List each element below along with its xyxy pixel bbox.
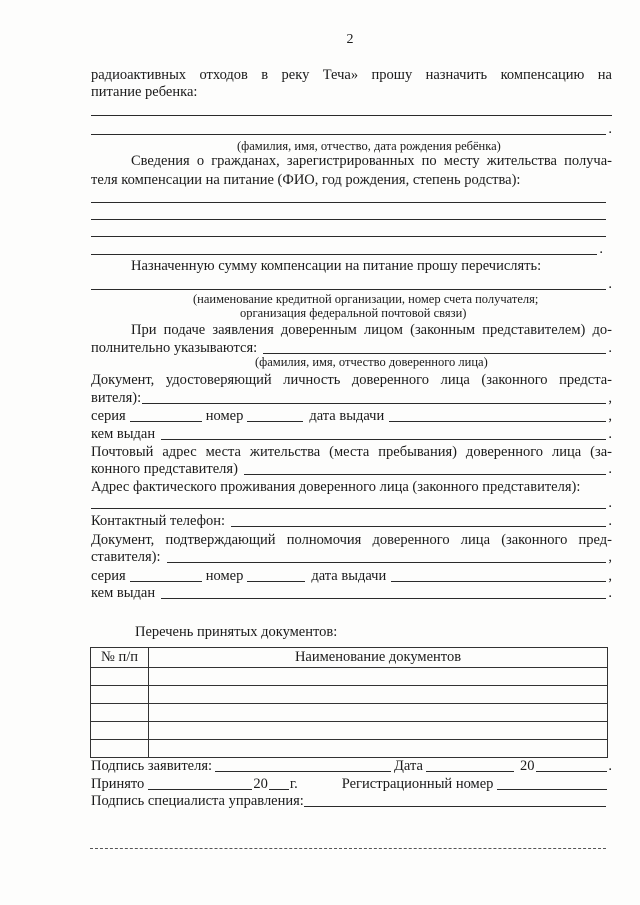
residents-line-2: теля компенсации на питание (ФИО, год рождения, степень родства): bbox=[91, 172, 521, 188]
table-row bbox=[91, 740, 608, 758]
period: . bbox=[608, 495, 612, 511]
specialist-signature-label: Подпись специалиста управления: bbox=[91, 793, 304, 809]
transfer-line-1: Назначенную сумму компенсации на питание прошу перечислять: bbox=[131, 258, 542, 274]
postal-address-line-1: Почтовый адрес места жительства (места пребывания) доверенного лица (за- bbox=[91, 444, 612, 460]
blank-line bbox=[91, 188, 606, 203]
authority-document-issued-by-row bbox=[91, 584, 612, 602]
applicant-signature-row bbox=[91, 757, 612, 775]
table-cell-document-name bbox=[149, 668, 608, 686]
accepted-row bbox=[91, 775, 607, 793]
table-cell-number bbox=[91, 686, 149, 704]
id-document-line-1: Документ, удостоверяющий личность доверенного лица (законного предста- bbox=[91, 372, 612, 388]
table-cell-number bbox=[91, 668, 149, 686]
representative-label: полнительно указываются: bbox=[91, 340, 258, 356]
documents-table bbox=[90, 647, 608, 758]
transfer-caption-2: организация федеральной почтовой связи) bbox=[240, 306, 467, 320]
table-cell-number bbox=[91, 722, 149, 740]
actual-address-line: Адрес фактического проживания доверенного лица (законного представителя): bbox=[91, 479, 581, 495]
table-cell-number bbox=[91, 704, 149, 722]
number-label: номер bbox=[205, 408, 244, 424]
series-label: серия bbox=[91, 408, 126, 424]
comma: , bbox=[608, 568, 612, 584]
registration-number-label: Регистрационный номер bbox=[341, 776, 494, 792]
issue-date-blank bbox=[391, 567, 606, 582]
blank-line bbox=[91, 240, 597, 255]
issue-date-label: дата выдачи bbox=[311, 568, 387, 584]
issue-date-blank bbox=[389, 407, 606, 422]
year-prefix: 20 bbox=[519, 758, 535, 774]
registration-number-blank bbox=[497, 775, 607, 790]
child-caption: (фамилия, имя, отчество, дата рождения ребёнка) bbox=[237, 139, 501, 153]
blank-line bbox=[142, 389, 606, 404]
representative-caption: (фамилия, имя, отчество доверенного лица) bbox=[255, 355, 488, 369]
residents-blank-line-4 bbox=[91, 240, 603, 258]
blank-line bbox=[91, 205, 606, 220]
issued-by-label: кем выдан bbox=[91, 585, 156, 601]
authority-document-label: ставителя): bbox=[91, 549, 161, 565]
table-row bbox=[91, 686, 608, 704]
authority-document-series-row bbox=[91, 567, 612, 585]
period: . bbox=[608, 758, 612, 774]
authority-document-line-2 bbox=[91, 548, 612, 566]
period: . bbox=[608, 340, 612, 356]
residents-line-1: Сведения о гражданах, зарегистрированных по месту жительства получа- bbox=[131, 153, 612, 169]
period: . bbox=[599, 241, 603, 257]
issued-by-blank bbox=[161, 584, 606, 599]
specialist-signature-blank bbox=[304, 792, 606, 807]
table-cell-number bbox=[91, 740, 149, 758]
table-row bbox=[91, 704, 608, 722]
specialist-signature-row bbox=[91, 792, 606, 810]
table-row bbox=[91, 668, 608, 686]
issue-date-label: дата выдачи bbox=[309, 408, 385, 424]
postal-address-line-2 bbox=[91, 460, 612, 478]
accepted-label: Принято bbox=[91, 776, 145, 792]
contact-phone-row bbox=[91, 512, 612, 530]
blank-line bbox=[91, 120, 606, 135]
intro-line-1: радиоактивных отходов в реку Теча» прошу назначить компенсацию на bbox=[91, 67, 612, 83]
table-cell-document-name bbox=[149, 704, 608, 722]
comma: , bbox=[608, 390, 612, 406]
authority-document-line-1: Документ, подтверждающий полномочия доверенного лица (законного пред- bbox=[91, 532, 612, 548]
intro-line-2: питание ребенка: bbox=[91, 84, 198, 100]
child-blank-line-2 bbox=[91, 120, 612, 138]
issued-by-label: кем выдан bbox=[91, 426, 156, 442]
series-blank bbox=[130, 567, 202, 582]
page-number: 2 bbox=[346, 32, 354, 47]
date-label: Дата bbox=[394, 758, 423, 774]
id-document-label: вителя): bbox=[91, 390, 142, 406]
table-cell-document-name bbox=[149, 722, 608, 740]
blank-line bbox=[167, 548, 607, 563]
year-suffix: г. bbox=[289, 776, 298, 792]
applicant-signature-label: Подпись заявителя: bbox=[91, 758, 213, 774]
id-document-line-2 bbox=[91, 389, 612, 407]
number-blank bbox=[247, 567, 305, 582]
documents-list-title: Перечень принятых документов: bbox=[135, 624, 338, 640]
table-row bbox=[91, 722, 608, 740]
year-prefix: 20 bbox=[253, 776, 268, 792]
column-header-number: № п/п bbox=[91, 648, 149, 668]
residents-blank-line-3 bbox=[91, 222, 612, 240]
blank-line bbox=[244, 460, 606, 475]
representative-line-1: При подаче заявления доверенным лицом (законным представителем) до- bbox=[131, 322, 612, 338]
blank-line bbox=[91, 494, 606, 509]
table-cell-document-name bbox=[149, 686, 608, 704]
actual-address-blank-line bbox=[91, 494, 612, 512]
column-header-document-name: Наименование документов bbox=[149, 648, 608, 668]
series-label: серия bbox=[91, 568, 126, 584]
period: . bbox=[608, 585, 612, 601]
date-blank bbox=[426, 757, 514, 772]
comma: , bbox=[608, 549, 612, 565]
residents-blank-line-1 bbox=[91, 188, 612, 206]
table-cell-document-name bbox=[149, 740, 608, 758]
transfer-caption-1: (наименование кредитной организации, номер счета получателя; bbox=[193, 292, 539, 306]
blank-line bbox=[91, 101, 612, 116]
period: . bbox=[608, 513, 612, 529]
number-label: номер bbox=[205, 568, 244, 584]
contact-phone-blank bbox=[231, 512, 606, 527]
period: . bbox=[608, 461, 612, 477]
blank-line bbox=[91, 222, 606, 237]
year-blank bbox=[536, 757, 607, 772]
blank-line bbox=[91, 275, 606, 290]
id-document-issued-by-row bbox=[91, 425, 612, 443]
comma: , bbox=[608, 408, 612, 424]
blank-line bbox=[263, 339, 606, 354]
contact-phone-label: Контактный телефон: bbox=[91, 513, 226, 529]
period: . bbox=[608, 121, 612, 137]
issued-by-blank bbox=[161, 425, 606, 440]
id-document-series-row bbox=[91, 407, 612, 425]
accepted-date-blank bbox=[148, 775, 252, 790]
residents-blank-line-2 bbox=[91, 205, 612, 223]
accepted-year-blank bbox=[269, 775, 289, 790]
child-blank-line-1 bbox=[91, 101, 612, 119]
number-blank bbox=[247, 407, 303, 422]
series-blank bbox=[130, 407, 202, 422]
period: . bbox=[608, 276, 612, 292]
applicant-signature-blank bbox=[215, 757, 391, 772]
postal-address-label: конного представителя) bbox=[91, 461, 238, 477]
dashed-separator bbox=[90, 848, 606, 849]
period: . bbox=[608, 426, 612, 442]
table-header-row bbox=[91, 648, 608, 668]
